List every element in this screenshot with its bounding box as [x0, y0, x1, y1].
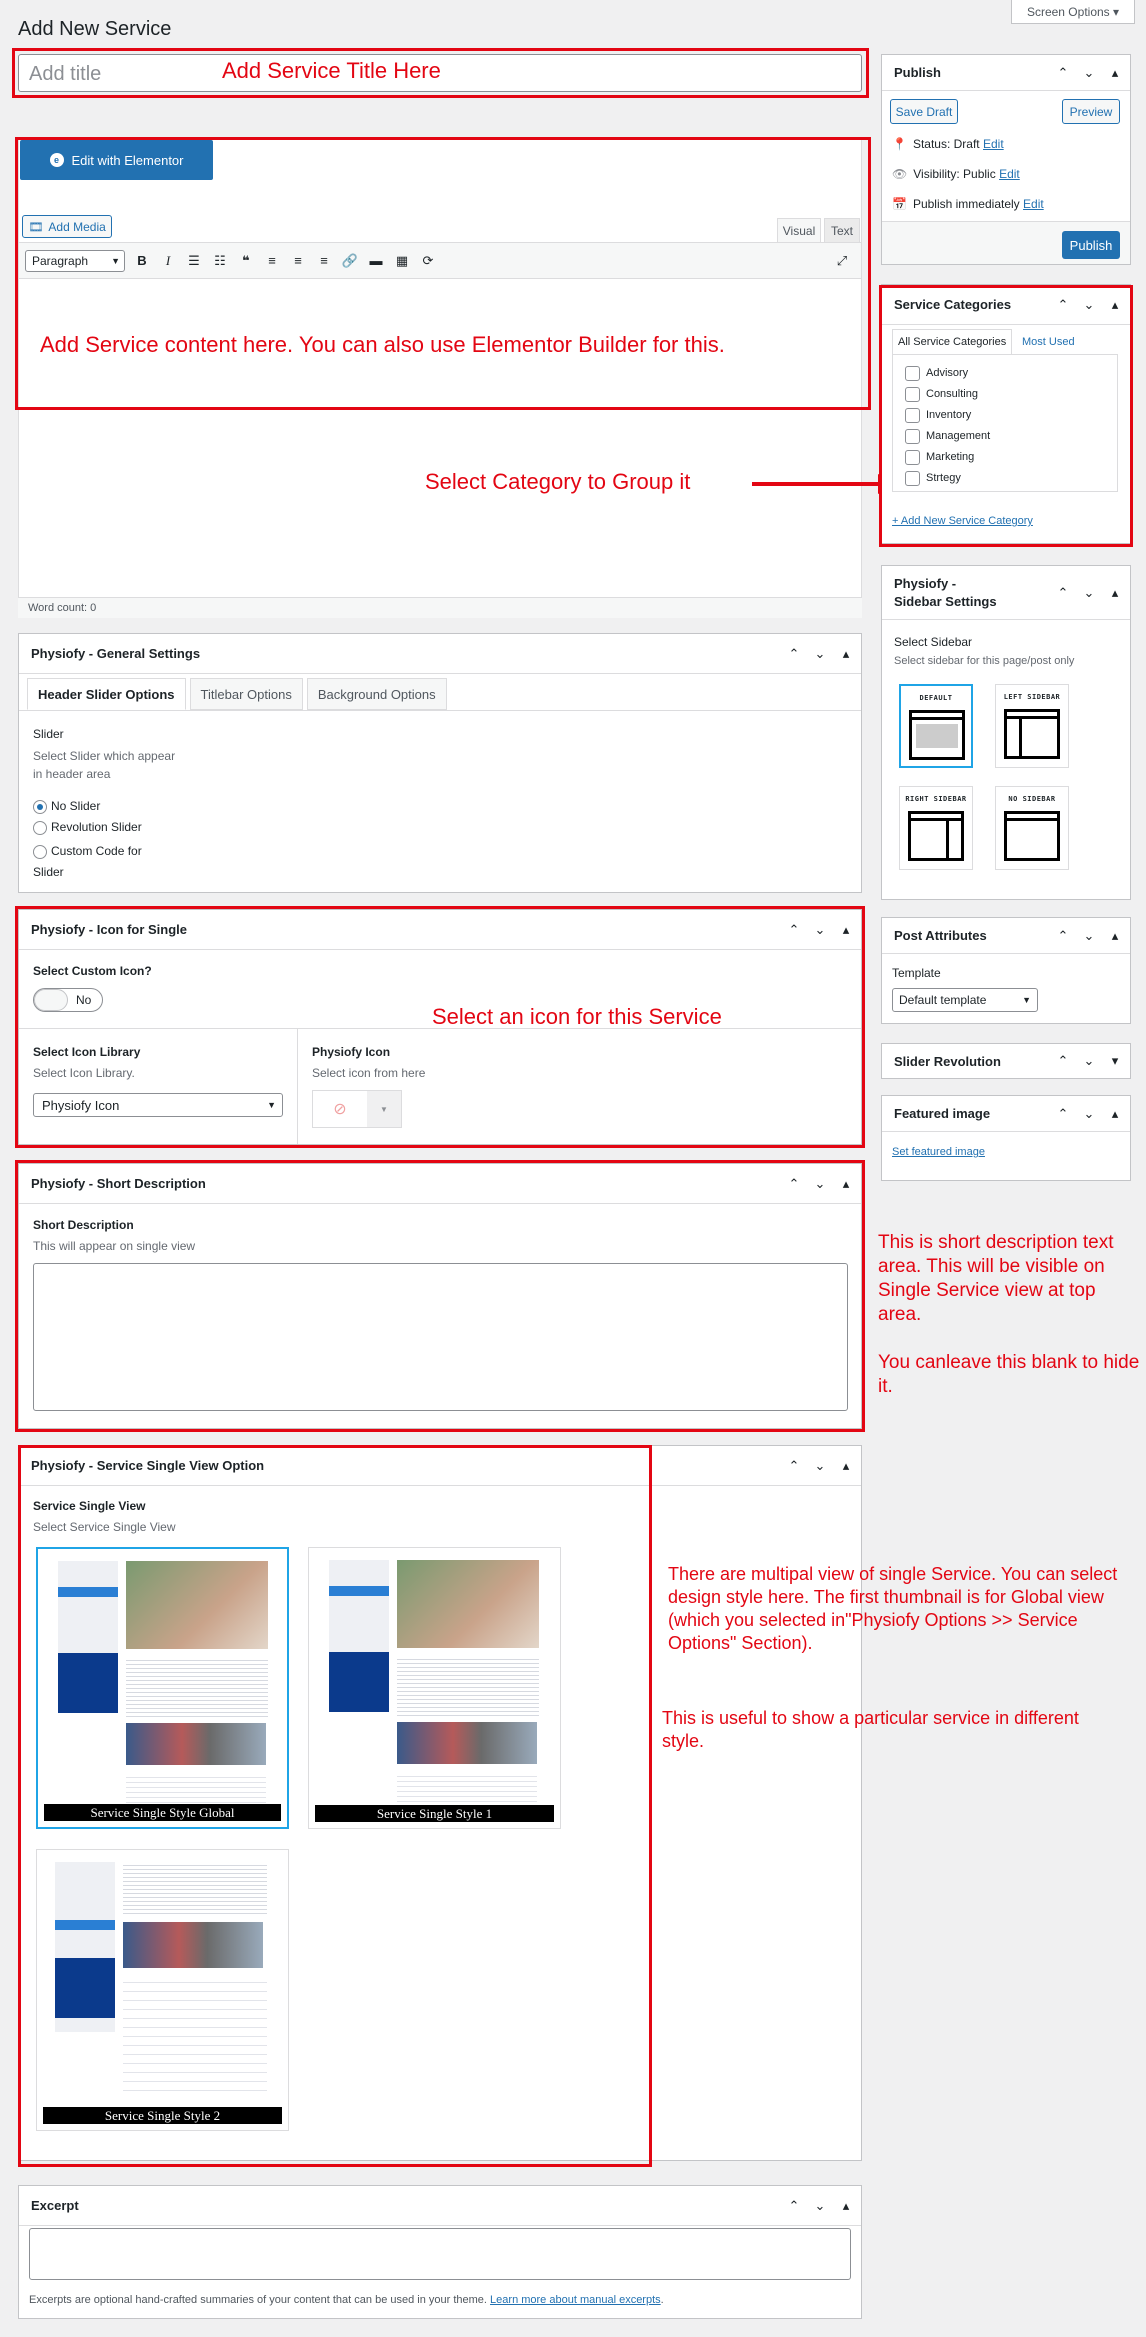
category-advisory[interactable]: [905, 363, 1117, 384]
move-down-icon[interactable]: ⌄: [1083, 928, 1095, 943]
save-draft-button[interactable]: Save Draft: [890, 99, 958, 124]
excerpt-box: [18, 2185, 862, 2319]
period: .: [660, 2294, 664, 2306]
sidebar-settings-title: Physiofy - Sidebar Settings: [894, 575, 997, 609]
publish-schedule-label: Publish immediately: [912, 197, 1020, 211]
slider-revolution-title: Slider Revolution: [894, 1053, 1001, 1069]
layout-label: DEFAULT: [919, 694, 953, 702]
blockquote-icon[interactable]: ❝: [242, 252, 250, 268]
elementor-icon: e: [50, 153, 64, 167]
single-view-label: Service Single View: [33, 1499, 146, 1513]
read-more-icon[interactable]: ▬: [369, 252, 383, 268]
post-attributes-title: Post Attributes: [894, 928, 987, 943]
preview-faq: [123, 1974, 267, 2096]
edit-with-elementor-button[interactable]: [20, 140, 213, 180]
add-media-label: Add Media: [48, 219, 106, 234]
select-sidebar-desc: Select sidebar for this page/post only: [894, 655, 1075, 667]
short-description-title: Physiofy - Short Description: [31, 1176, 206, 1191]
arrow-right-icon: [750, 470, 900, 500]
template-value: Default template: [899, 993, 987, 1007]
layout-label: RIGHT SIDEBAR: [905, 795, 967, 803]
template-label: Template: [892, 966, 941, 980]
tab-visual[interactable]: Visual: [777, 218, 821, 242]
tab-text[interactable]: Text: [824, 218, 860, 242]
tab-titlebar[interactable]: Titlebar Options: [190, 678, 303, 710]
title-annotation: Add Service Title Here: [222, 58, 441, 83]
collapse-icon[interactable]: ▴: [1111, 65, 1119, 80]
category-label: Advisory: [926, 367, 969, 379]
general-settings-header[interactable]: [19, 634, 861, 674]
expand-icon[interactable]: ▾: [1111, 1053, 1119, 1068]
category-label: Consulting: [926, 388, 978, 400]
icon-library-select[interactable]: [33, 1093, 283, 1117]
collapse-icon[interactable]: ▴: [842, 2198, 850, 2213]
collapse-icon[interactable]: ▴: [842, 922, 850, 937]
layout-header: [1007, 712, 1057, 719]
layout-frame: [1004, 811, 1060, 861]
checkbox-icon: [905, 387, 920, 402]
preview-image-2: [126, 1723, 266, 1765]
box-controls: [1056, 55, 1122, 91]
tab-all-categories[interactable]: All Service Categories: [892, 329, 1012, 355]
collapse-icon[interactable]: ▴: [842, 1176, 850, 1191]
category-label: Management: [926, 430, 991, 442]
tab-most-used[interactable]: Most Used: [1022, 336, 1075, 348]
move-down-icon[interactable]: ⌄: [1083, 65, 1095, 80]
preview-image: [123, 1922, 263, 1968]
chevron-down-icon: ▼: [367, 1091, 401, 1127]
excerpt-help-text: Excerpts are optional hand-crafted summaries of your content that can be used in your theme.: [29, 2294, 487, 2306]
preview-promo: [329, 1652, 389, 1712]
visibility-label: Visibility: Public: [913, 167, 996, 181]
category-management[interactable]: [905, 426, 1117, 447]
toggle-knob: [34, 989, 68, 1011]
refresh-icon[interactable]: ⟳: [422, 252, 434, 268]
categories-title: Service Categories: [894, 297, 1012, 312]
collapse-icon[interactable]: ▴: [842, 646, 850, 661]
align-left-icon[interactable]: ≡: [268, 252, 276, 268]
chevron-down-icon: ▼: [111, 255, 120, 266]
box-controls: [787, 1446, 853, 1486]
radio-no-slider[interactable]: [33, 799, 100, 814]
publish-box: [881, 54, 1131, 265]
box-controls: [1056, 285, 1122, 325]
box-controls: [1056, 566, 1122, 620]
icon-single-title: Physiofy - Icon for Single: [31, 922, 188, 937]
move-up-icon[interactable]: ⌃: [788, 1458, 800, 1473]
post-attributes-box: [881, 917, 1131, 1024]
physiofy-icon-desc: Select icon from here: [312, 1066, 426, 1080]
media-icon: 🎞: [28, 219, 44, 234]
sidebar-option-default[interactable]: [899, 684, 973, 768]
collapse-icon[interactable]: ▴: [842, 1458, 850, 1473]
short-description-textarea[interactable]: [33, 1263, 848, 1411]
category-label: Marketing: [926, 451, 975, 463]
add-media-button[interactable]: [22, 215, 112, 238]
move-up-icon[interactable]: ⌃: [1057, 585, 1069, 600]
preview-text: [397, 1656, 539, 1716]
collapse-icon[interactable]: ▴: [1111, 297, 1119, 312]
publish-button[interactable]: Publish: [1062, 231, 1120, 259]
move-up-icon[interactable]: ⌃: [1057, 928, 1069, 943]
bullet-list-icon[interactable]: ☰: [188, 252, 200, 268]
move-up-icon[interactable]: ⌃: [788, 2198, 800, 2213]
format-select[interactable]: [25, 250, 125, 272]
category-marketing[interactable]: [905, 447, 1117, 468]
category-inventory[interactable]: [905, 405, 1117, 426]
category-annotation: Select Category to Group it: [425, 469, 691, 494]
single-view-header[interactable]: [19, 1446, 861, 1486]
move-up-icon[interactable]: ⌃: [1057, 1106, 1069, 1121]
preview-text: [123, 1862, 267, 1916]
italic-icon[interactable]: I: [165, 252, 171, 268]
preview-sidebar-active: [329, 1586, 389, 1596]
box-controls: [1056, 918, 1122, 954]
fullscreen-icon[interactable]: ⤢: [836, 252, 848, 268]
short-desc-annotation-1: This is short description text area. This will be visible on Single Service view at top area.: [878, 1232, 1114, 1325]
collapse-icon[interactable]: ▴: [1111, 928, 1119, 943]
layout-header: [911, 814, 961, 821]
category-label: Strtegy: [926, 472, 961, 484]
template-select[interactable]: [892, 988, 1038, 1012]
radio-icon: [33, 800, 47, 814]
preview-sidebar-active: [55, 1920, 115, 1930]
service-categories-box: [881, 284, 1131, 544]
general-settings-box: [18, 633, 862, 893]
sidebar-option-none[interactable]: [995, 786, 1069, 870]
move-up-icon[interactable]: ⌃: [1057, 297, 1069, 312]
excerpt-title: Excerpt: [31, 2198, 79, 2213]
style-2-thumbnail[interactable]: [36, 1849, 289, 2131]
move-up-icon[interactable]: ⌃: [1057, 65, 1069, 80]
editor-toolbar: [18, 242, 862, 279]
general-tabs: [27, 678, 447, 710]
style-global-thumbnail[interactable]: [36, 1547, 289, 1829]
preview-image-2: [397, 1722, 537, 1764]
status-row: [892, 137, 1004, 151]
no-icon-icon: ⊘: [333, 1101, 347, 1118]
collapse-icon[interactable]: ▴: [1111, 1106, 1119, 1121]
move-down-icon[interactable]: ⌄: [814, 1458, 826, 1473]
format-select-value: Paragraph: [32, 253, 89, 268]
box-controls: [1056, 1096, 1122, 1132]
category-consulting[interactable]: [905, 384, 1117, 405]
preview-image: [126, 1561, 268, 1649]
excerpt-help: [29, 2294, 664, 2306]
box-controls: [787, 634, 853, 674]
custom-icon-toggle[interactable]: [33, 988, 103, 1012]
slider-desc: Select Slider which appear in header area: [33, 749, 176, 781]
radio-custom-code[interactable]: [33, 841, 153, 883]
preview-button[interactable]: Preview: [1062, 99, 1120, 124]
content-annotation: Add Service content here. You can also use Elementor Builder for this.: [40, 332, 725, 357]
radio-label: No Slider: [51, 799, 101, 813]
schedule-edit-link[interactable]: Edit: [1023, 197, 1044, 211]
custom-icon-label: Select Custom Icon?: [33, 964, 152, 978]
move-up-icon[interactable]: ⌃: [1057, 1053, 1069, 1068]
box-controls: [787, 1164, 853, 1204]
schedule-row: [892, 197, 1044, 211]
excerpt-textarea[interactable]: [29, 2228, 851, 2280]
numbered-list-icon[interactable]: ☷: [214, 252, 226, 268]
select-sidebar-label: Select Sidebar: [894, 635, 973, 649]
short-desc-annotation-2: You canleave this blank to hide it.: [878, 1352, 1140, 1397]
link-icon[interactable]: 🔗: [341, 252, 359, 268]
icon-library-value: Physiofy Icon: [42, 1097, 120, 1113]
preview-promo: [55, 1958, 115, 2018]
excerpt-help-link[interactable]: Learn more about manual excerpts: [490, 2294, 661, 2306]
preview-faq: [126, 1773, 266, 1803]
move-down-icon[interactable]: ⌄: [1083, 1106, 1095, 1121]
category-label: Inventory: [926, 409, 972, 421]
box-controls: [787, 910, 853, 950]
category-strtegy[interactable]: [905, 468, 1117, 489]
layout-label: NO SIDEBAR: [1008, 795, 1056, 803]
collapse-icon[interactable]: ▴: [1111, 585, 1119, 600]
move-up-icon[interactable]: ⌃: [788, 1176, 800, 1191]
view-annotation-2: This is useful to show a particular service in different style.: [662, 1708, 1079, 1751]
status-label: Status: Draft: [912, 137, 980, 151]
radio-label: Custom Code for Slider: [33, 844, 142, 879]
status-edit-link[interactable]: Edit: [983, 137, 1004, 151]
style-1-caption: Service Single Style 1: [315, 1805, 554, 1822]
sidebar-settings-box: [881, 565, 1131, 900]
tab-header-slider[interactable]: Header Slider Options: [27, 678, 186, 710]
tab-background[interactable]: Background Options: [307, 678, 447, 710]
pin-icon: 📍: [892, 137, 907, 151]
icon-annotation: Select an icon for this Service: [432, 1004, 722, 1029]
radio-revolution-slider[interactable]: [33, 820, 142, 835]
move-down-icon[interactable]: ⌄: [1083, 1053, 1095, 1068]
short-description-label: Short Description: [33, 1218, 134, 1232]
elementor-label: Edit with Elementor: [71, 152, 184, 168]
physiofy-icon-label: Physiofy Icon: [312, 1045, 391, 1059]
style-1-thumbnail[interactable]: [308, 1547, 561, 1829]
icon-picker[interactable]: [312, 1090, 402, 1128]
set-featured-image-link[interactable]: Set featured image: [892, 1146, 985, 1158]
single-view-desc: Select Service Single View: [33, 1520, 176, 1534]
icon-library-label: Select Icon Library: [33, 1045, 141, 1059]
align-right-icon[interactable]: ≡: [320, 252, 328, 268]
visibility-row: [892, 167, 1020, 181]
chevron-down-icon: ▼: [1022, 995, 1031, 1005]
slider-label: Slider: [33, 727, 64, 741]
layout-right-bar: [946, 821, 949, 858]
short-description-desc: This will appear on single view: [33, 1239, 196, 1253]
eye-icon: 👁: [892, 167, 908, 181]
radio-label: Revolution Slider: [51, 820, 142, 834]
layout-frame: [908, 811, 964, 861]
radio-icon: [33, 845, 47, 859]
checkbox-icon: [905, 450, 920, 465]
layout-header: [912, 713, 962, 720]
short-description-header[interactable]: [19, 1164, 861, 1204]
preview-sidebar-active: [58, 1587, 118, 1597]
toolbar-toggle-icon[interactable]: ▦: [395, 252, 409, 268]
icon-columns-divider: [297, 1028, 298, 1144]
style-global-caption: Service Single Style Global: [44, 1804, 281, 1821]
layout-label: LEFT SIDEBAR: [1003, 693, 1061, 701]
move-down-icon[interactable]: ⌄: [1083, 585, 1095, 600]
style-2-caption: Service Single Style 2: [43, 2107, 282, 2124]
editor-container: [18, 138, 862, 618]
tab-divider: [19, 710, 861, 711]
move-down-icon[interactable]: ⌄: [814, 646, 826, 661]
box-controls: [1056, 1044, 1122, 1078]
chevron-down-icon: ▼: [267, 1100, 276, 1110]
page-title: Add New Service: [18, 18, 172, 40]
visibility-edit-link[interactable]: Edit: [999, 167, 1020, 181]
checkbox-icon: [905, 366, 920, 381]
checkbox-icon: [905, 429, 920, 444]
preview-text: [126, 1657, 268, 1717]
layout-header: [1007, 814, 1057, 821]
featured-image-title: Featured image: [894, 1106, 991, 1121]
view-annotation-1: There are multipal view of single Service. You can select design style here. The first thumbnail is for Global view (which you selected in"Physiofy Options >> Service Options" Section).: [668, 1564, 1118, 1653]
preview-faq: [397, 1772, 537, 1802]
categories-list: [892, 354, 1118, 492]
layout-body: [916, 724, 958, 748]
icon-single-header[interactable]: [19, 910, 861, 950]
move-down-icon[interactable]: ⌄: [814, 2198, 826, 2213]
excerpt-header[interactable]: [19, 2186, 861, 2226]
add-new-category-link[interactable]: + Add New Service Category: [892, 515, 1033, 527]
checkbox-icon: [905, 471, 920, 486]
publish-title: Publish: [894, 65, 941, 80]
general-settings-title: Physiofy - General Settings: [31, 646, 201, 661]
move-down-icon[interactable]: ⌄: [814, 922, 826, 937]
featured-image-box: [881, 1095, 1131, 1181]
layout-left-bar: [1019, 719, 1022, 756]
word-count: Word count: 0: [18, 597, 862, 618]
bold-icon[interactable]: B: [137, 252, 147, 268]
preview-promo: [58, 1653, 118, 1713]
checkbox-icon: [905, 408, 920, 423]
layout-frame: [1004, 709, 1060, 759]
box-controls: [787, 2186, 853, 2226]
sidebar-option-left[interactable]: [995, 684, 1069, 768]
short-description-box: [18, 1163, 862, 1429]
move-up-icon[interactable]: ⌃: [788, 922, 800, 937]
single-view-title: Physiofy - Service Single View Option: [31, 1458, 265, 1473]
layout-frame: [909, 710, 965, 760]
single-view-box: [18, 1445, 862, 2161]
radio-icon: [33, 821, 47, 835]
screen-options-button[interactable]: Screen Options ▾: [1011, 0, 1135, 24]
title-placeholder: Add title: [29, 63, 102, 85]
calendar-icon: 📅: [892, 197, 907, 211]
move-down-icon[interactable]: ⌄: [1083, 297, 1095, 312]
align-center-icon[interactable]: ≡: [294, 252, 302, 268]
preview-image: [397, 1560, 539, 1648]
sidebar-option-right[interactable]: [899, 786, 973, 870]
slider-revolution-box: [881, 1043, 1131, 1079]
icon-library-desc: Select Icon Library.: [33, 1066, 135, 1080]
move-up-icon[interactable]: ⌃: [788, 646, 800, 661]
toggle-label: No: [76, 993, 92, 1007]
move-down-icon[interactable]: ⌄: [814, 1176, 826, 1191]
